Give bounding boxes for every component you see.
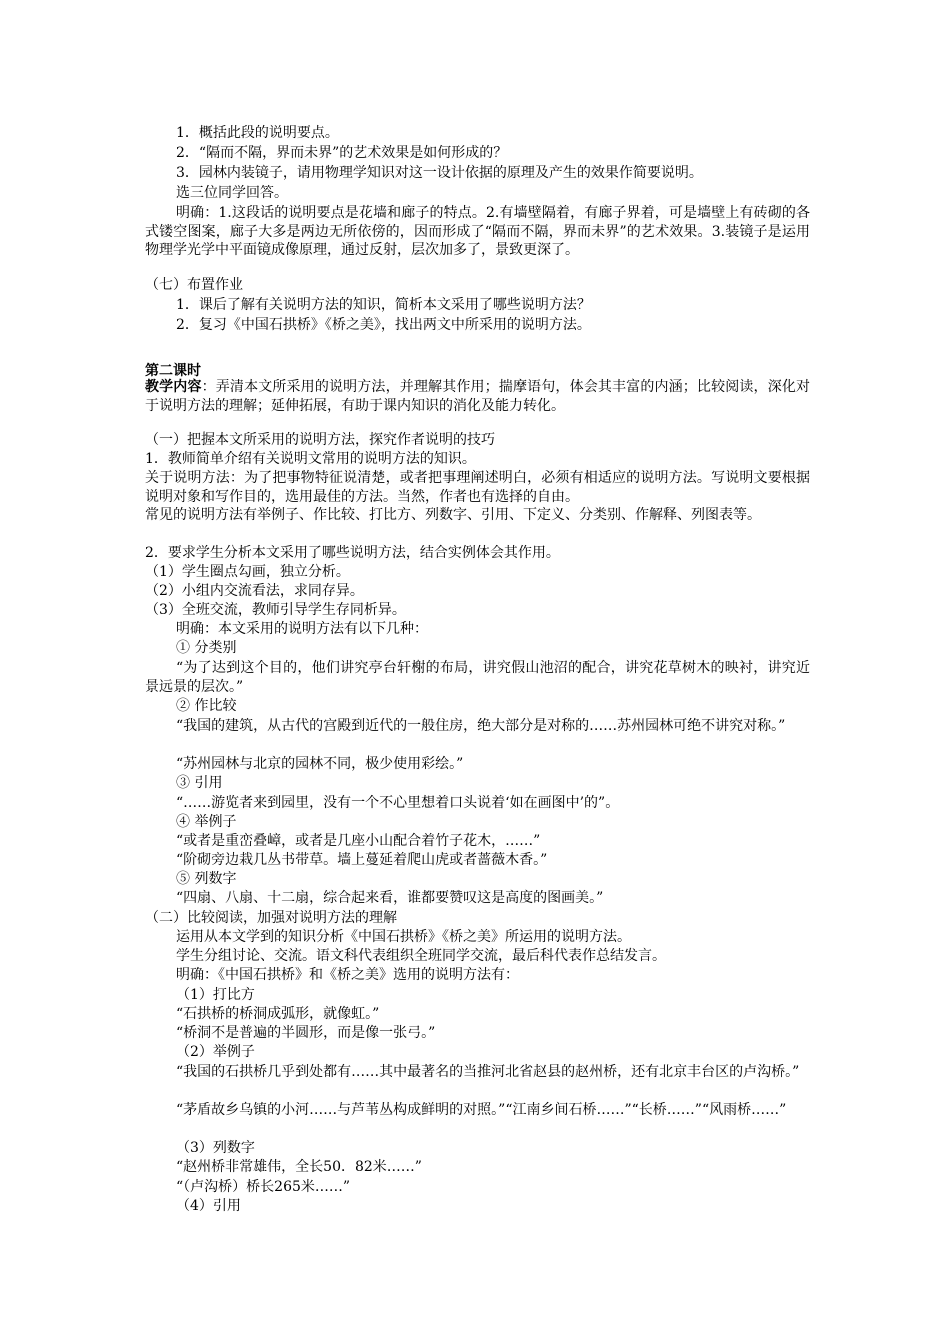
part-2-paragraph-2: 学生分组讨论、交流。语文科代表组织全班同学交流，最后科代表作总结发言。 bbox=[176, 948, 666, 964]
answer-paragraph: 明确：1.这段话的说明要点是花墙和廊子的特点。2.有墙壁隔着，有廊子界着，可是墙壁上有砖砌的各式镂空图案，廊子大多是两边无所依傍的，因而形成了“隔而不隔，界而未界”的艺术效果。3.装镜子是运用物理学光学中平面镜成像原理，通过反射，层次加多了，景致更深了。 bbox=[145, 205, 810, 258]
part-1-paragraph-2: 关于说明方法：为了把事物特征说清楚，或者把事理阐述明白，必须有相适应的说明方法。写说明文要根据说明对象和写作目的，选用最佳的方法。当然，作者也有选择的自由。 bbox=[145, 470, 810, 505]
homework-heading: （七）布置作业 bbox=[145, 277, 243, 293]
method-3-quote: “……游览者来到园里，没有一个不心里想着口头说着‘如在画图中’的”。 bbox=[176, 795, 620, 811]
method-2-quote-1: “我国的建筑，从古代的宫殿到近代的一般住房，绝大部分是对称的……苏州园林可绝不讲究对称。” bbox=[176, 718, 786, 734]
part-2-paragraph-1: 运用从本文学到的知识分析《中国石拱桥》《桥之美》所运用的说明方法。 bbox=[176, 929, 631, 945]
bridge-method-2-label: （2）举例子 bbox=[176, 1044, 255, 1060]
bridge-method-4-label: （4）引用 bbox=[176, 1198, 241, 1214]
bridge-method-2-quote-2: “茅盾故乡乌镇的小河……与芦苇丛构成鲜明的对照。”“江南乡间石桥……”“长桥……”“风雨桥……” bbox=[176, 1102, 787, 1118]
lesson-title: 第二课时 bbox=[145, 363, 201, 379]
bridge-method-3-quote-2: “（卢沟桥）桥长265米……” bbox=[176, 1179, 351, 1195]
teaching-content bbox=[145, 378, 810, 415]
method-2-quote-2: “苏州园林与北京的园林不同，极少使用彩绘。” bbox=[176, 756, 464, 772]
homework-item-2: 2．复习《中国石拱桥》《桥之美》，找出两文中所采用的说明方法。 bbox=[176, 317, 591, 333]
step-3: （3）全班交流，教师引导学生存同析异。 bbox=[145, 602, 406, 618]
method-4-quote-2: “阶砌旁边栽几丛书带草。墙上蔓延着爬山虎或者蔷薇木香。” bbox=[176, 852, 548, 868]
teaching-content-text: ：弄清本文所采用的说明方法，并理解其作用；揣摩语句，体会其丰富的内涵；比较阅读，深化对于说明方法的理解；延伸拓展，有助于课内知识的消化及能力转化。 bbox=[145, 379, 810, 414]
step-1: （1）学生圈点勾画，独立分析。 bbox=[145, 564, 350, 580]
bridge-method-3-label: （3）列数字 bbox=[176, 1140, 255, 1156]
part-1-heading: （一）把握本文所采用的说明方法，探究作者说明的技巧 bbox=[145, 432, 495, 448]
part-1-paragraph-3: 常见的说明方法有举例子、作比较、打比方、列数字、引用、下定义、分类别、作解释、列图表等。 bbox=[145, 507, 761, 523]
part-1-paragraph-4: 2．要求学生分析本文采用了哪些说明方法，结合实例体会其作用。 bbox=[145, 545, 560, 561]
question-1: 1．概括此段的说明要点。 bbox=[176, 125, 339, 141]
teaching-content-label: 教学内容 bbox=[145, 379, 202, 395]
method-1-label: ① 分类别 bbox=[176, 640, 237, 656]
question-3: 3．园林内装镜子，请用物理学知识对这一设计依据的原理及产生的效果作简要说明。 bbox=[176, 165, 703, 181]
question-instruction: 选三位同学回答。 bbox=[176, 185, 288, 201]
part-2-clarify: 明确：《中国石拱桥》和《桥之美》选用的说明方法有： bbox=[176, 967, 519, 983]
bridge-method-1-quote-2: “桥洞不是普遍的半圆形，而是像一张弓。” bbox=[176, 1025, 436, 1041]
method-5-quote: “四扇、八扇、十二扇，综合起来看，谁都要赞叹这是高度的图画美。” bbox=[176, 890, 604, 906]
method-5-label: ⑤ 列数字 bbox=[176, 871, 237, 887]
part-2-heading: （二）比较阅读，加强对说明方法的理解 bbox=[145, 910, 397, 926]
method-1-quote: “为了达到这个目的，他们讲究亭台轩榭的布局，讲究假山池沼的配合，讲究花草树木的映衬，讲究近景远景的层次。” bbox=[145, 660, 810, 695]
question-2: 2．“隔而不隔，界而未界”的艺术效果是如何形成的？ bbox=[176, 145, 508, 161]
bridge-method-3-quote-1: “赵州桥非常雄伟，全长50．82米……” bbox=[176, 1159, 422, 1175]
method-4-label: ④ 举例子 bbox=[176, 814, 237, 830]
bridge-method-2-quote-1: “我国的石拱桥几乎到处都有……其中最著名的当推河北省赵县的赵州桥，还有北京丰台区的卢沟桥。” bbox=[176, 1064, 800, 1080]
bridge-method-1-label: （1）打比方 bbox=[176, 987, 255, 1003]
clarify-line: 明确：本文采用的说明方法有以下几种： bbox=[176, 621, 428, 637]
bridge-method-1-quote-1: “石拱桥的桥洞成弧形，就像虹。” bbox=[176, 1006, 380, 1022]
step-2: （2）小组内交流看法，求同存异。 bbox=[145, 583, 364, 599]
method-4-quote-1: “或者是重峦叠嶂，或者是几座小山配合着竹子花木，……” bbox=[176, 833, 541, 849]
method-2-label: ② 作比较 bbox=[176, 698, 237, 714]
homework-item-1: 1．课后了解有关说明方法的知识，简析本文采用了哪些说明方法？ bbox=[176, 297, 591, 313]
method-3-label: ③ 引用 bbox=[176, 775, 223, 791]
part-1-paragraph-1: 1．教师简单介绍有关说明文常用的说明方法的知识。 bbox=[145, 451, 476, 467]
